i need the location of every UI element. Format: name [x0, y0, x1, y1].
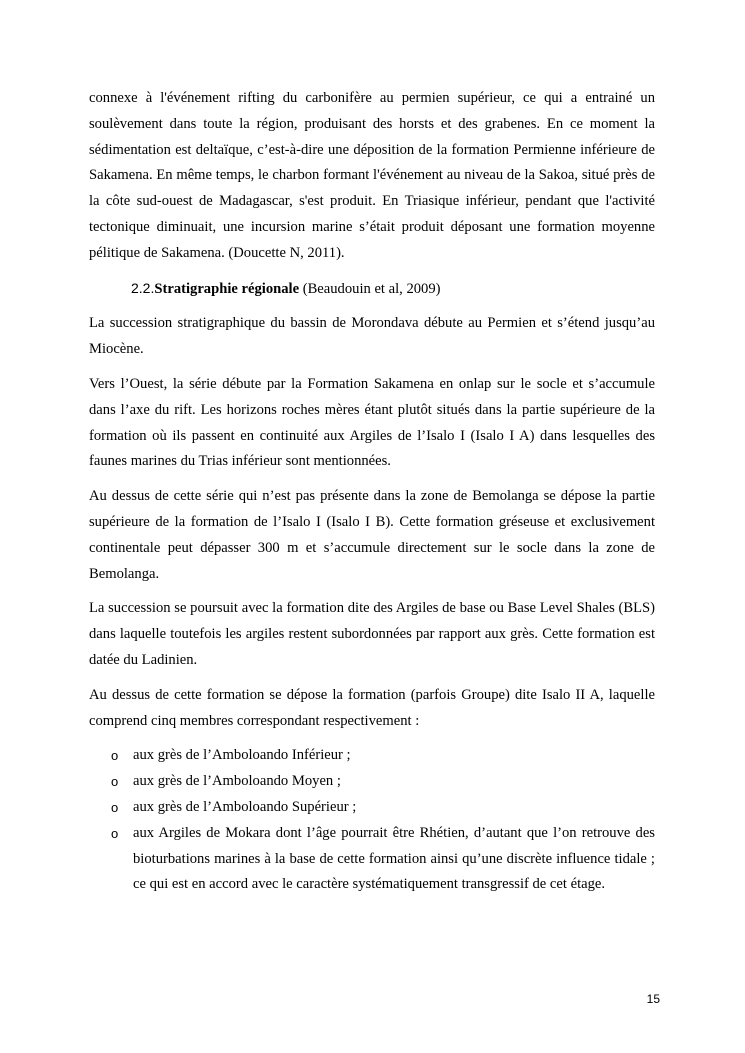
list-item-text: aux grès de l’Amboloando Inférieur ;	[133, 747, 351, 764]
list-item-text: aux Argiles de Mokara dont l’âge pourrait être Rhétien, d’autant que l’on retrouve des bioturbations marines à la base de cette formation ainsi qu’une discrète influence tidale ; ce qui est en accord avec le caractère systématiquement transgressif de cet étage.	[133, 824, 655, 893]
bullet-icon: o	[111, 748, 119, 764]
list-item	[89, 769, 655, 795]
section-heading	[89, 276, 655, 303]
paragraph-succession: La succession stratigraphique du bassin de Morondava débute au Permien et s’étend jusqu’au Miocène.	[89, 315, 655, 358]
list-item	[89, 821, 655, 898]
paragraph-intro: connexe à l'événement rifting du carbonifère au permien supérieur, ce qui a entrainé un soulèvement dans toute la région, produisant des horsts et des grabenes. En ce moment la sédimentation est deltaïque, c’est-à-dire une déposition de la formation Permienne inférieure de Sakamena. En même temps, le charbon formant l'événement au niveau de la Sakoa, situé près de la côte sud-ouest de Madagascar, s'est produit. En Triasique inférieur, pendant que l'activité tectonique diminuait, une incursion marine s’était produit déposant une formation moyenne pélitique de Sakamena. (Doucette N, 2011).	[89, 90, 655, 261]
list-item-text: aux grès de l’Amboloando Supérieur ;	[133, 798, 357, 815]
bullet-icon: o	[111, 774, 119, 790]
list-item	[89, 743, 655, 769]
page-content	[89, 86, 655, 898]
members-list	[89, 743, 655, 898]
section-citation: (Beaudouin et al, 2009)	[299, 280, 441, 297]
section-title: Stratigraphie régionale	[154, 280, 300, 297]
paragraph-isalo-iia: Au dessus de cette formation se dépose la formation (parfois Groupe) dite Isalo II A, laquelle comprend cinq membres correspondant respectivement :	[89, 686, 655, 729]
bullet-icon: o	[111, 799, 119, 815]
page-number: 15	[646, 992, 660, 1006]
paragraph-west: Vers l’Ouest, la série débute par la Formation Sakamena en onlap sur le socle et s’accumule dans l’axe du rift. Les horizons roches mères étant plutôt situés dans la partie supérieure de la formation où ils passent en continuité aux Argiles de l’Isalo I (Isalo I A) dans lesquelles des faunes marines du Trias inférieur sont mentionnées.	[89, 375, 655, 470]
list-item	[89, 795, 655, 821]
bullet-icon: o	[111, 825, 119, 841]
list-item-text: aux grès de l’Amboloando Moyen ;	[133, 773, 341, 790]
paragraph-bls: La succession se poursuit avec la formation dite des Argiles de base ou Base Level Shales (BLS) dans laquelle toutefois les argiles restent subordonnées par rapport aux grès. Cette formation est datée du Ladinien.	[89, 600, 655, 668]
section-number: 2.2.	[131, 279, 155, 296]
paragraph-isalo-ib: Au dessus de cette série qui n’est pas présente dans la zone de Bemolanga se dépose la partie supérieure de la formation de l’Isalo I (Isalo I B). Cette formation gréseuse et exclusivement continentale peut dépasser 300 m et s’accumule directement sur le socle dans la zone de Bemolanga.	[89, 488, 655, 582]
